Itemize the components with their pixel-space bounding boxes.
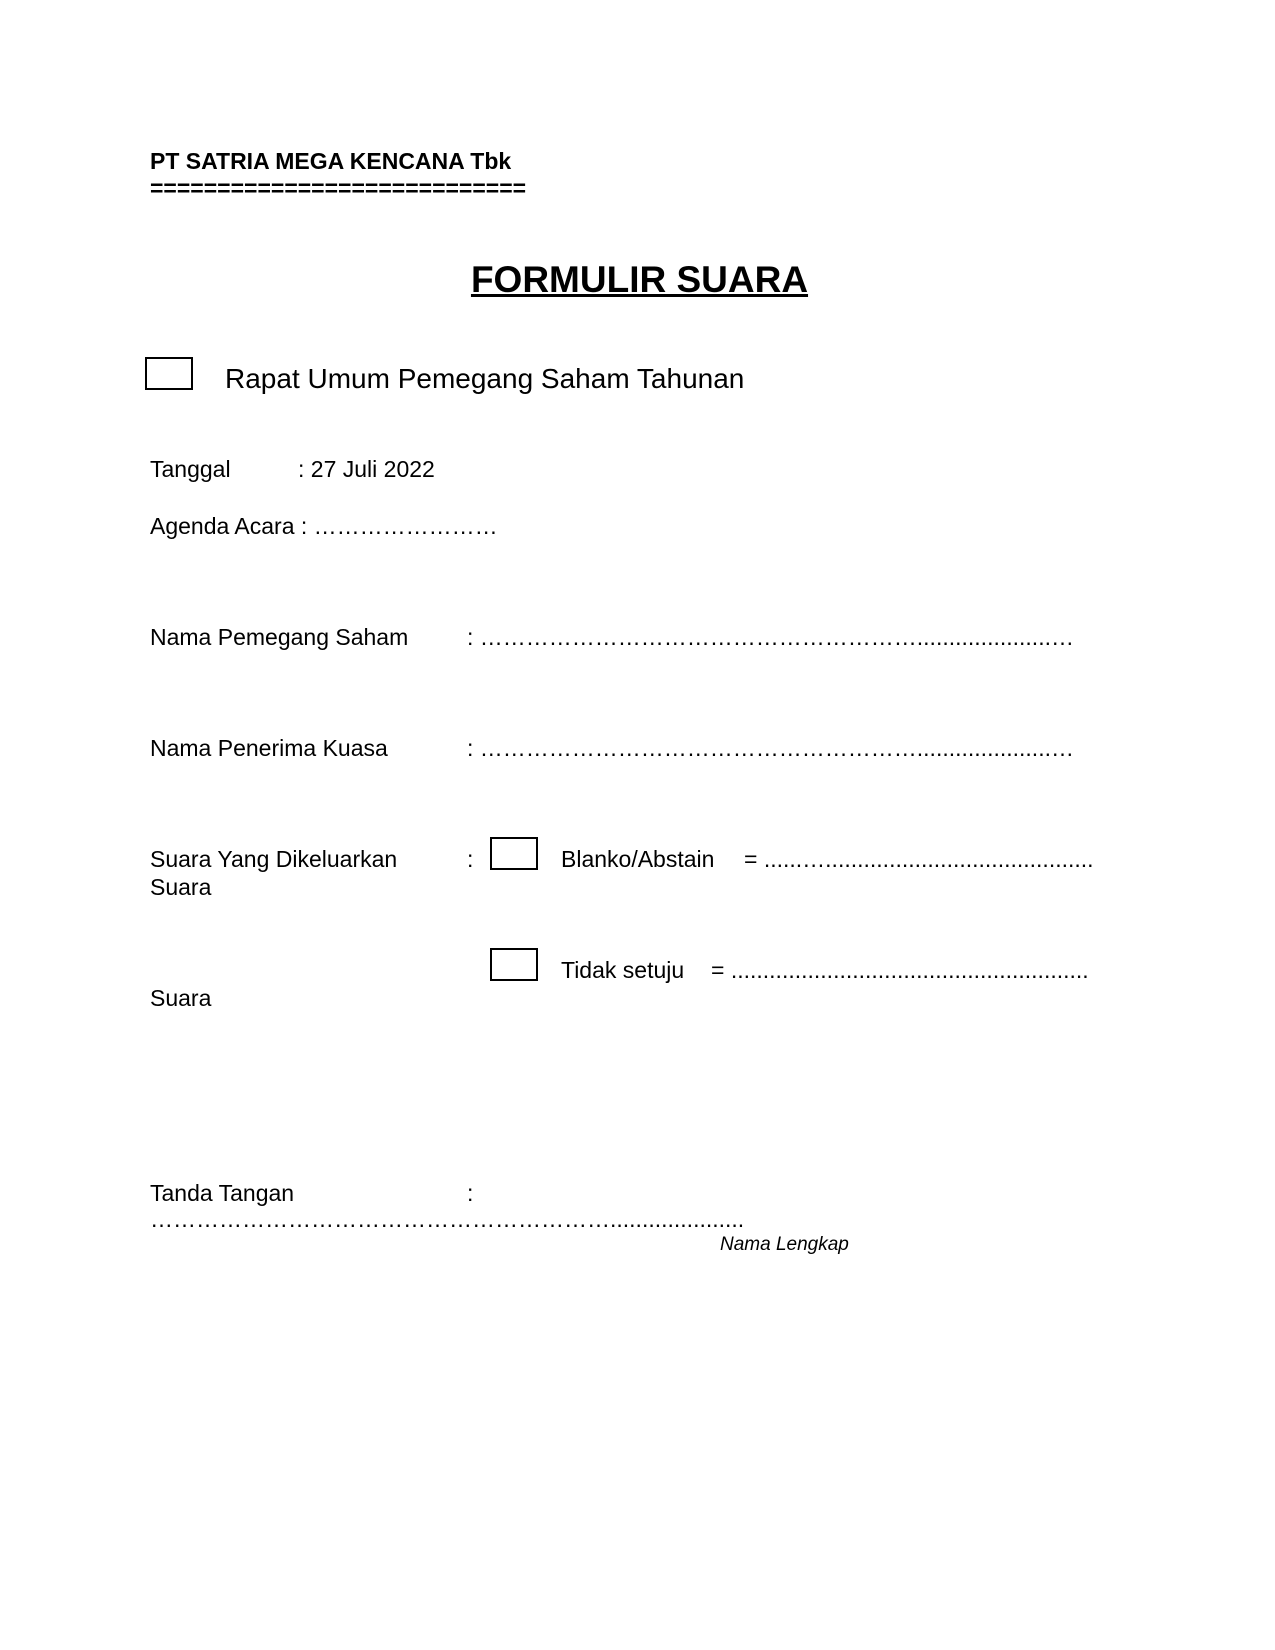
signature-label: Tanda Tangan [150,1180,295,1206]
disagree-label: Tidak setuju [561,957,685,983]
company-name: PT SATRIA MEGA KENCANA Tbk [150,148,512,174]
signature-line[interactable]: ……………………………………………………..................... [150,1206,745,1232]
votes-label-continued: Suara [150,874,212,900]
shareholder-name-field[interactable]: : ………………………………………………….....................… [467,624,1074,650]
form-title: FORMULIR SUARA [470,259,809,300]
abstain-label: Blanko/Abstain [561,846,715,872]
votes-colon: : [467,846,474,872]
date-value: : 27 Juli 2022 [298,456,435,482]
meeting-type-label: Rapat Umum Pemegang Saham Tahunan [225,363,745,394]
disagree-field[interactable]: = ........................................................ [711,957,1089,983]
votes-label: Suara Yang Dikeluarkan [150,846,398,872]
signature-caption: Nama Lengkap [720,1234,849,1255]
proxy-name-label: Nama Penerima Kuasa [150,735,388,761]
disagree-checkbox[interactable] [490,948,538,981]
agenda-field[interactable]: Agenda Acara : …………………… [150,513,498,539]
votes-extra-label: Suara [150,985,212,1011]
abstain-checkbox[interactable] [490,837,538,870]
meeting-type-checkbox[interactable] [145,357,193,390]
signature-colon: : [467,1180,474,1206]
proxy-name-field[interactable]: : ………………………………………………….....................… [467,735,1074,761]
date-label: Tanggal [150,456,231,482]
company-underline: ============================ [150,175,527,201]
shareholder-name-label: Nama Pemegang Saham [150,624,409,650]
abstain-field[interactable]: = ......….......................................... [744,846,1094,872]
